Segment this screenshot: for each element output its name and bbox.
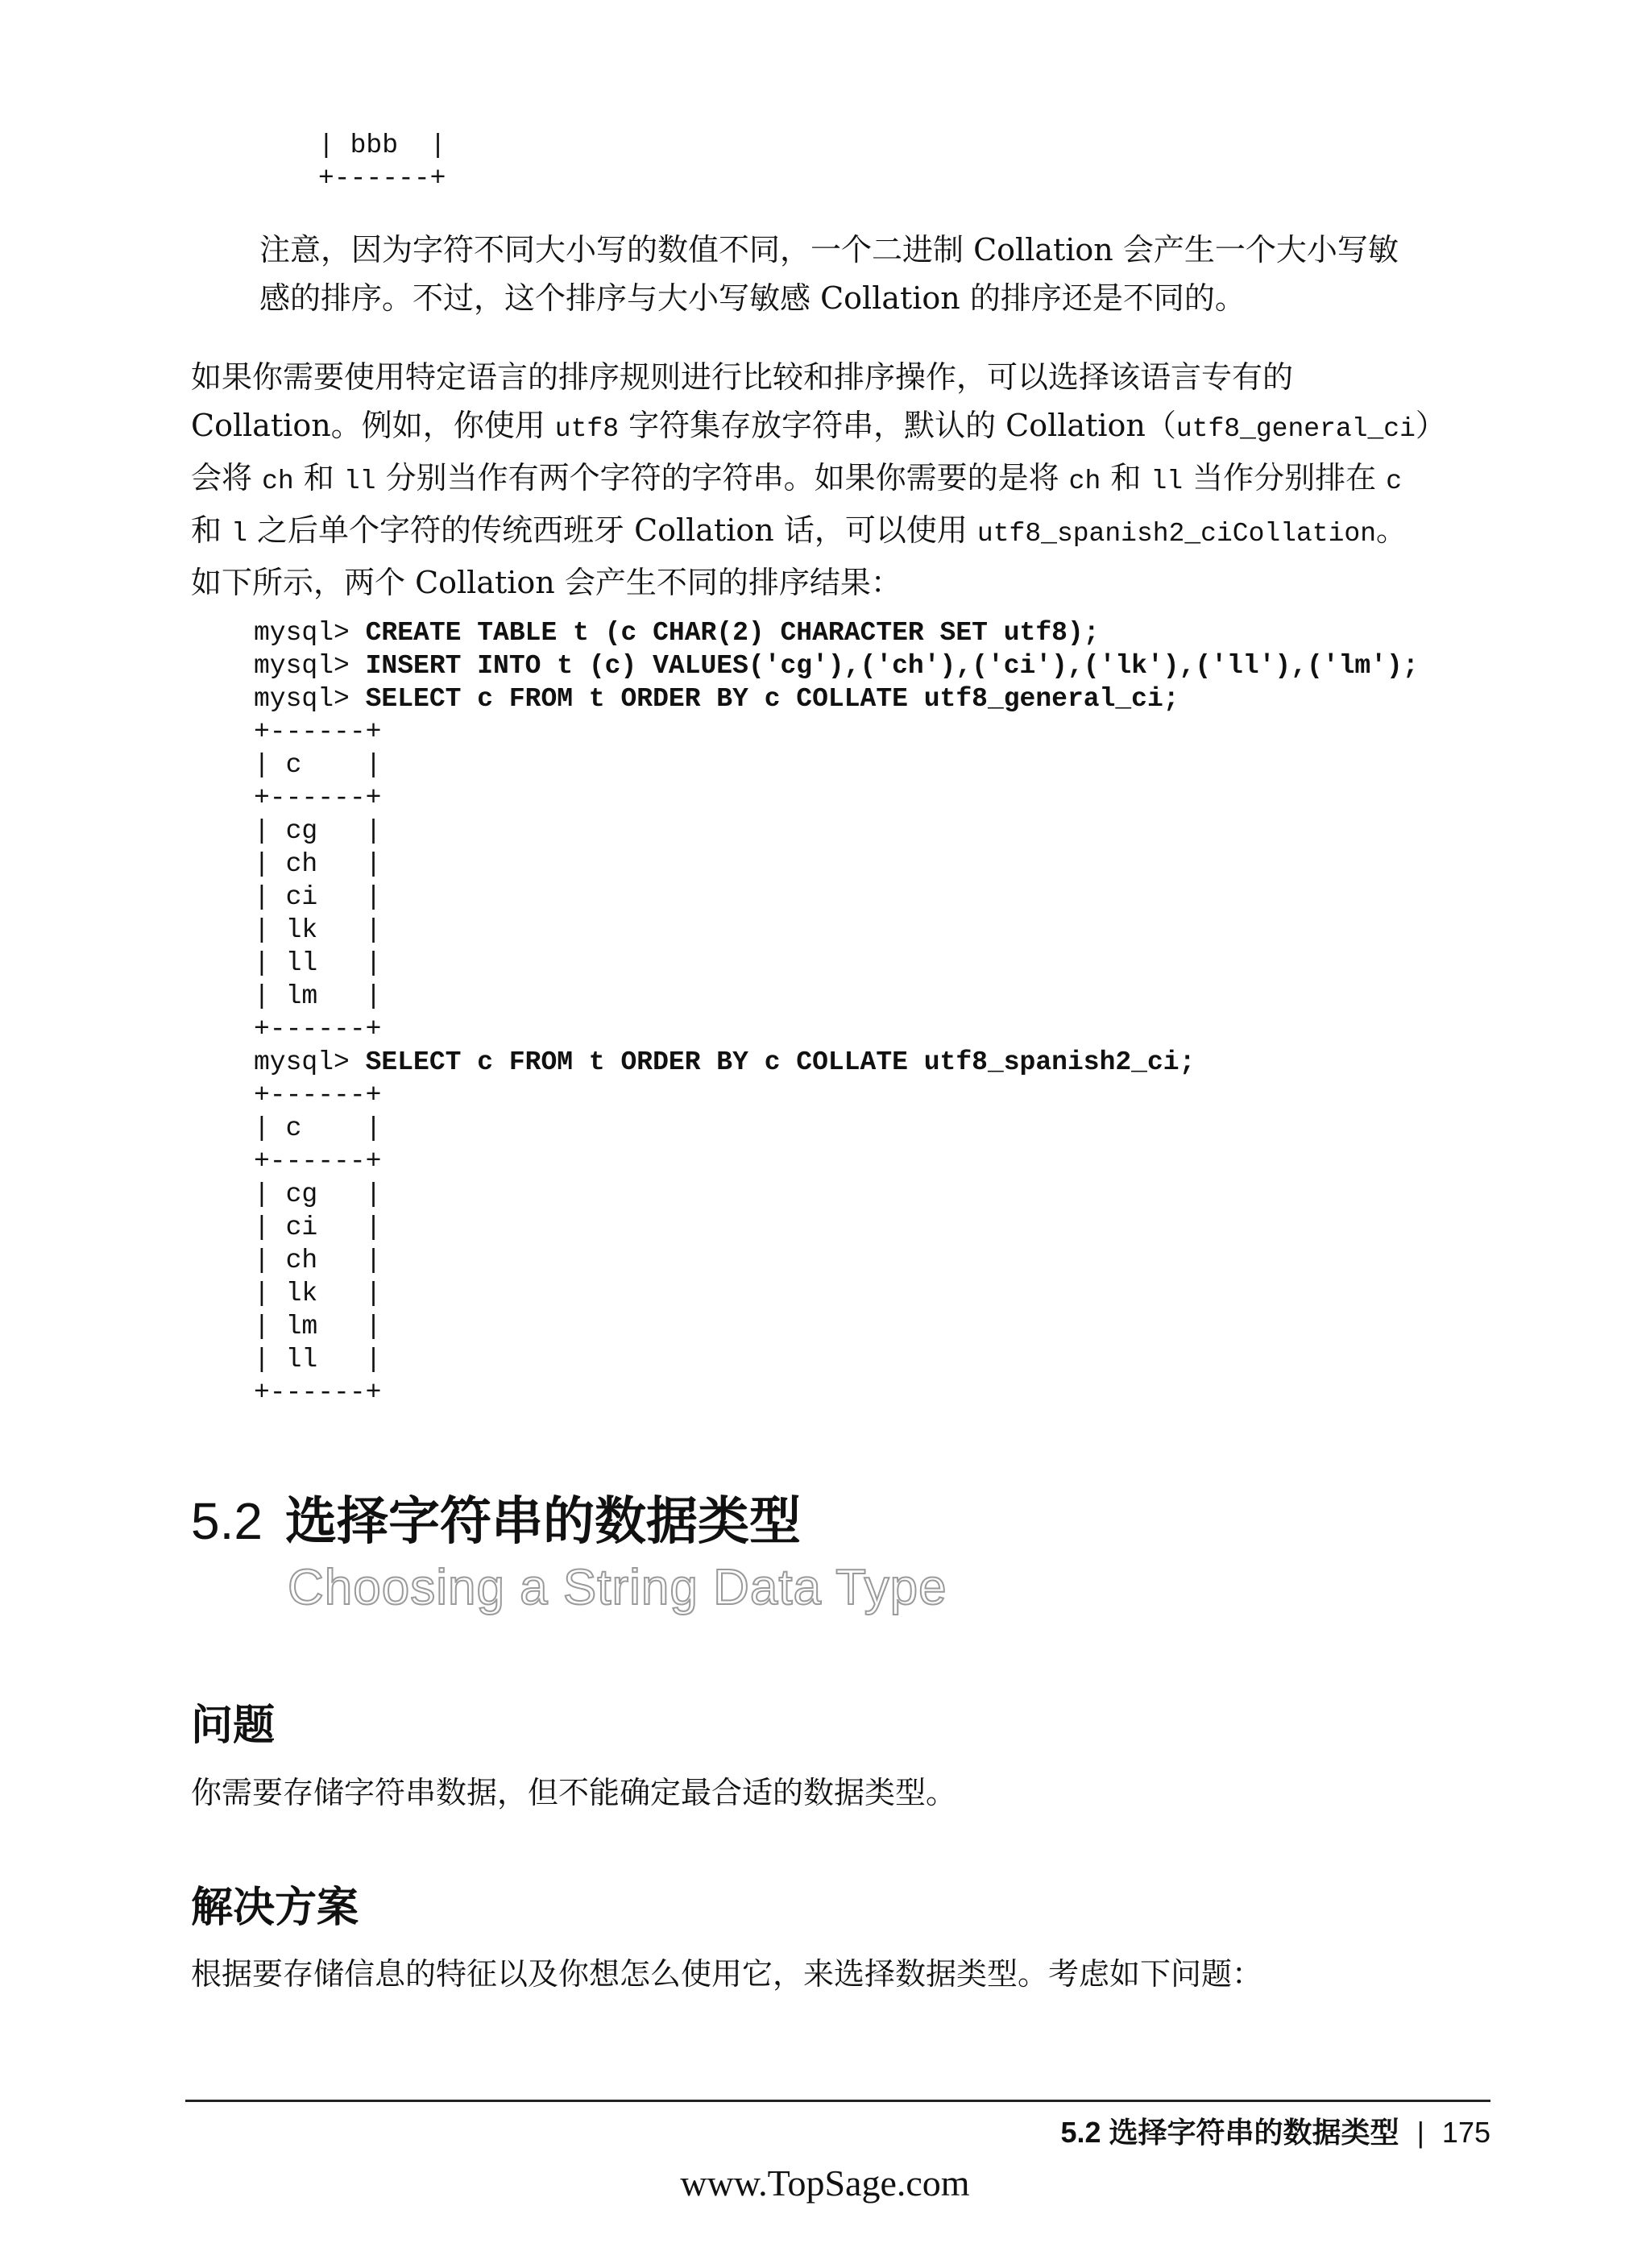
code-line-insert bbox=[254, 649, 1419, 682]
table-header: | c | bbox=[254, 1113, 382, 1143]
inline-code: ll bbox=[343, 466, 376, 496]
table-row: | lk | bbox=[254, 915, 382, 945]
text-run: 会将 bbox=[191, 460, 263, 495]
solution-heading: 解决方案 bbox=[191, 1884, 359, 1931]
note-line-2: 感的排序。不过，这个排序与大小写敏感 Collation 的排序还是不同的。 bbox=[259, 280, 1246, 316]
section-subtitle: Choosing a String Data Type bbox=[288, 1560, 947, 1615]
table-row: | ll | bbox=[254, 1345, 382, 1374]
text-run: 字符集存放字符串，默认的 Collation（ bbox=[619, 408, 1176, 443]
inline-code: ch bbox=[1068, 466, 1101, 496]
table-row: | ch | bbox=[254, 849, 382, 879]
text-run: 和 bbox=[293, 460, 344, 495]
table-row: | ci | bbox=[254, 882, 382, 912]
table-row: | ch | bbox=[254, 1246, 382, 1275]
problem-text: 你需要存储字符串数据，但不能确定最合适的数据类型。 bbox=[191, 1775, 957, 1810]
code-line-create bbox=[254, 616, 1419, 649]
footer-rule bbox=[185, 2100, 1490, 2102]
collation-line-1: 如果你需要使用特定语言的排序规则进行比较和排序操作，可以选择该语言专有的 bbox=[191, 359, 1294, 395]
prompt: mysql> bbox=[254, 684, 366, 714]
inline-code: ll bbox=[1150, 466, 1184, 496]
note-line-1: 注意，因为字符不同大小写的数值不同，一个二进制 Collation 会产生一个大小写敏 bbox=[259, 232, 1399, 267]
table-row: | bbb | bbox=[318, 131, 446, 160]
collation-paragraph bbox=[191, 353, 1500, 607]
code-line-select-spanish bbox=[254, 1046, 1419, 1079]
inline-code: utf8_spanish2_ciCollation bbox=[976, 519, 1377, 549]
text-run: 分别当作有两个字符的字符串。如果你需要的是将 bbox=[375, 460, 1069, 495]
inline-code: c bbox=[1386, 466, 1403, 496]
text-run: 当作分别排在 bbox=[1183, 460, 1387, 495]
text-run: 。 bbox=[1376, 512, 1407, 548]
section-title-text: 选择字符串的数据类型 bbox=[284, 1492, 801, 1550]
table-border: +------+ bbox=[254, 1378, 382, 1408]
sql-command: CREATE TABLE t (c CHAR(2) CHARACTER SET utf8); bbox=[365, 618, 1100, 648]
collation-line-4 bbox=[191, 506, 1500, 558]
website-watermark: www.TopSage.com bbox=[680, 2162, 970, 2204]
table-header: | c | bbox=[254, 750, 382, 780]
text-run: 之后单个字符的传统西班牙 Collation 话，可以使用 bbox=[247, 512, 977, 548]
table-row: | ll | bbox=[254, 948, 382, 978]
inline-code: l bbox=[231, 519, 247, 549]
table-border: +------+ bbox=[318, 164, 446, 193]
prompt: mysql> bbox=[254, 651, 366, 681]
table-border: +------+ bbox=[254, 1146, 382, 1176]
section-number: 5.2 bbox=[191, 1492, 263, 1550]
text-run: 和 bbox=[1101, 460, 1151, 495]
text-run: Collation。例如，你使用 bbox=[191, 408, 555, 443]
solution-text: 根据要存储信息的特征以及你想怎么使用它，来选择数据类型。考虑如下问题： bbox=[191, 1956, 1263, 1992]
text-run: 和 bbox=[191, 512, 232, 548]
table-border: +------+ bbox=[254, 717, 382, 747]
table-row: | lm | bbox=[254, 1312, 382, 1341]
footer-section-label: 5.2 选择字符串的数据类型 bbox=[1060, 2116, 1399, 2149]
code-line-select-general bbox=[254, 682, 1419, 715]
inline-code: ch bbox=[262, 466, 294, 496]
top-table-fragment bbox=[318, 129, 446, 195]
table-border: +------+ bbox=[254, 783, 382, 813]
section-title bbox=[191, 1489, 801, 1553]
sql-command: INSERT INTO t (c) VALUES('cg'),('ch'),('ci'),('lk'),('ll'),('lm'); bbox=[365, 651, 1419, 681]
table-border: +------+ bbox=[254, 1014, 382, 1044]
table-row: | cg | bbox=[254, 816, 382, 846]
text-run: ） bbox=[1415, 408, 1446, 443]
table-row: | lk | bbox=[254, 1279, 382, 1308]
sql-command: SELECT c FROM t ORDER BY c COLLATE utf8_general_ci; bbox=[365, 684, 1179, 714]
table-row: | lm | bbox=[254, 981, 382, 1011]
page-number: 175 bbox=[1441, 2116, 1490, 2149]
note-paragraph bbox=[259, 226, 1500, 322]
collation-line-3 bbox=[191, 454, 1500, 506]
table-row: | cg | bbox=[254, 1180, 382, 1209]
problem-heading: 问题 bbox=[191, 1702, 276, 1749]
table-row: | ci | bbox=[254, 1213, 382, 1242]
sql-command: SELECT c FROM t ORDER BY c COLLATE utf8_spanish2_ci; bbox=[365, 1047, 1196, 1077]
footer-separator: | bbox=[1416, 2116, 1424, 2149]
inline-code: utf8_general_ci bbox=[1175, 414, 1416, 444]
table-border: +------+ bbox=[254, 1080, 382, 1110]
collation-line-2 bbox=[191, 401, 1500, 454]
prompt: mysql> bbox=[254, 618, 366, 648]
collation-line-5: 如下所示，两个 Collation 会产生不同的排序结果： bbox=[191, 565, 902, 600]
code-block bbox=[254, 616, 1419, 1409]
running-footer bbox=[1061, 2113, 1491, 2153]
prompt: mysql> bbox=[254, 1047, 366, 1077]
inline-code: utf8 bbox=[554, 414, 619, 444]
